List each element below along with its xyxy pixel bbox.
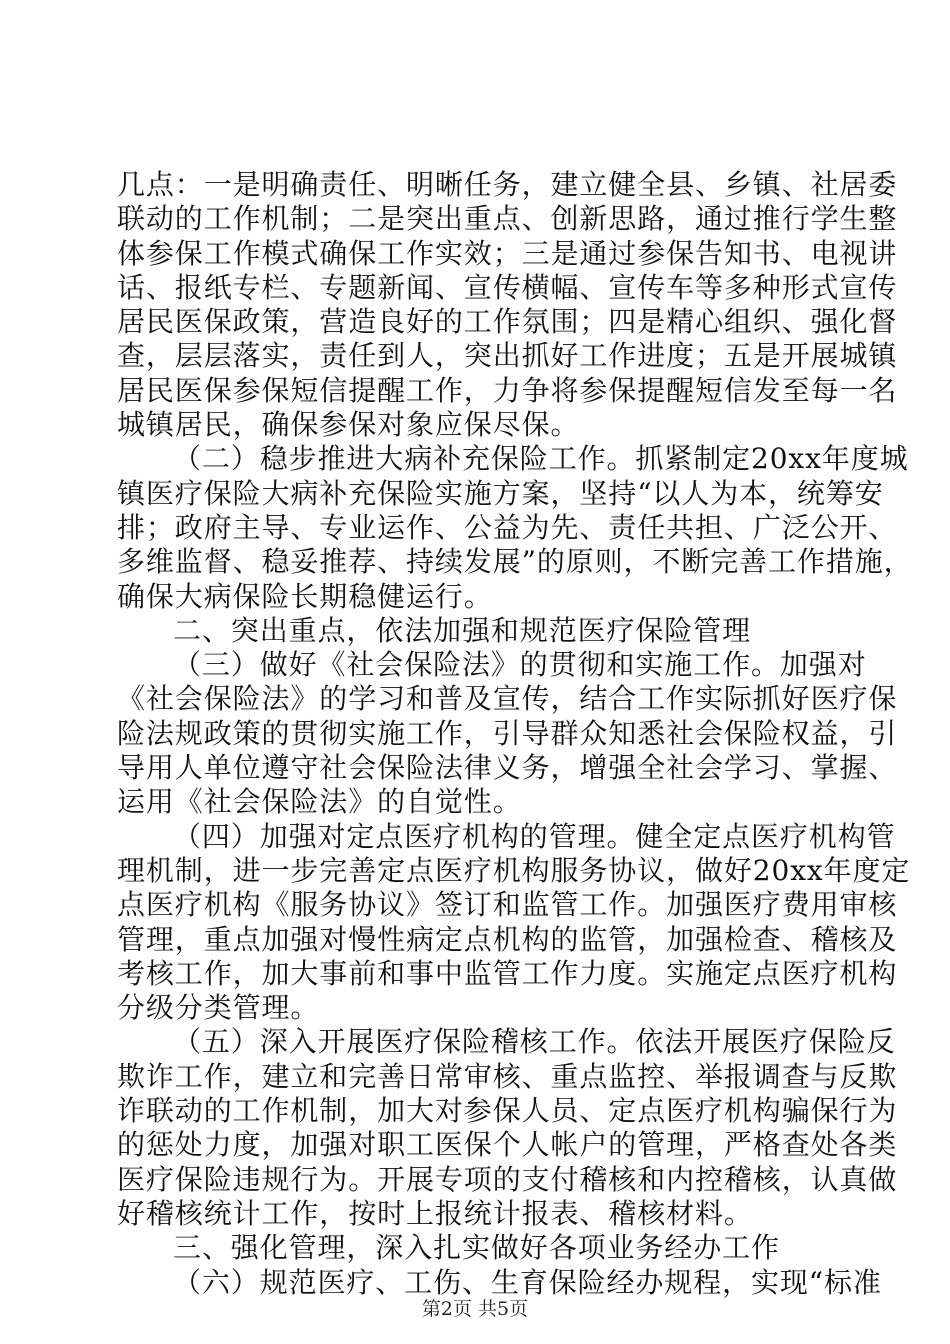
body-line: 分级分类管理。 (117, 991, 320, 1025)
body-line: 话、报纸专栏、专题新闻、宣传横幅、宣传车等多种形式宣传 (117, 270, 898, 304)
paragraph-start-line: （二）稳步推进大病补充保险工作。抓紧制定20xx年度城 (173, 442, 909, 476)
body-line: 体参保工作模式确保工作实效；三是通过参保告知书、电视讲 (117, 236, 898, 270)
paragraph-start-line: （三）做好《社会保险法》的贯彻和实施工作。加强对 (173, 648, 867, 682)
body-line: 《社会保险法》的学习和普及宣传，结合工作实际抓好医疗保 (117, 682, 898, 716)
body-line: 居民医保政策，营造良好的工作氛围；四是精心组织、强化督 (117, 305, 898, 339)
paragraph-start-line: （五）深入开展医疗保险稽核工作。依法开展医疗保险反 (173, 1025, 896, 1059)
paragraph-start-line: （六）规范医疗、工伤、生育保险经办规程，实现“标准 (173, 1265, 882, 1299)
body-line: 的惩处力度，加强对职工医保个人帐户的管理，严格查处各类 (117, 1128, 898, 1162)
document-body (117, 168, 913, 1300)
body-line: 联动的工作机制；二是突出重点、创新思路，通过推行学生整 (117, 202, 898, 236)
body-line: 险法规政策的贯彻实施工作，引导群众知悉社会保险权益，引 (117, 716, 898, 750)
body-line: 医疗保险违规行为。开展专项的支付稽核和内控稽核，认真做 (117, 1162, 898, 1196)
paragraph-start-line: （四）加强对定点医疗机构的管理。健全定点医疗机构管 (173, 819, 896, 853)
body-line: 几点：一是明确责任、明晰任务，建立健全县、乡镇、社居委 (117, 168, 898, 201)
body-line: 导用人单位遵守社会保险法律义务，增强全社会学习、掌握、 (117, 751, 898, 785)
body-line: 确保大病保险长期稳健运行。 (117, 579, 493, 613)
body-line: 多维监督、稳妥推荐、持续发展”的原则，不断完善工作措施， (117, 545, 913, 579)
body-line: 镇医疗保险大病补充保险实施方案，坚持“以人为本，统筹安 (117, 476, 884, 510)
body-line: 城镇居民，确保参保对象应保尽保。 (117, 408, 580, 442)
body-line: 诈联动的工作机制，加大对参保人员、定点医疗机构骗保行为 (117, 1094, 898, 1128)
body-line: 点医疗机构《服务协议》签订和监管工作。加强医疗费用审核 (117, 888, 898, 922)
body-line: 考核工作，加大事前和事中监管工作力度。实施定点医疗机构 (117, 956, 898, 990)
body-line: 管理，重点加强对慢性病定点机构的监管，加强检查、稽核及 (117, 922, 898, 956)
body-line: 查，层层落实，责任到人，突出抓好工作进度；五是开展城镇 (117, 339, 898, 373)
body-line: 好稽核统计工作，按时上报统计报表、稽核材料。 (117, 1196, 753, 1230)
body-line: 居民医保参保短信提醒工作，力争将参保提醒短信发至每一名 (117, 373, 898, 407)
body-line: 排；政府主导、专业运作、公益为先、责任共担、广泛公开、 (117, 510, 898, 544)
page-footer: 第2页 共5页 (421, 1298, 529, 1320)
section-heading: 三、强化管理，深入扎实做好各项业务经办工作 (173, 1231, 780, 1265)
body-line: 欺诈工作，建立和完善日常审核、重点监控、举报调查与反欺 (117, 1059, 898, 1093)
section-heading: 二、突出重点，依法加强和规范医疗保险管理 (173, 613, 752, 647)
body-line: 理机制，进一步完善定点医疗机构服务协议，做好20xx年度定 (117, 853, 911, 887)
body-line: 运用《社会保险法》的自觉性。 (117, 785, 522, 819)
